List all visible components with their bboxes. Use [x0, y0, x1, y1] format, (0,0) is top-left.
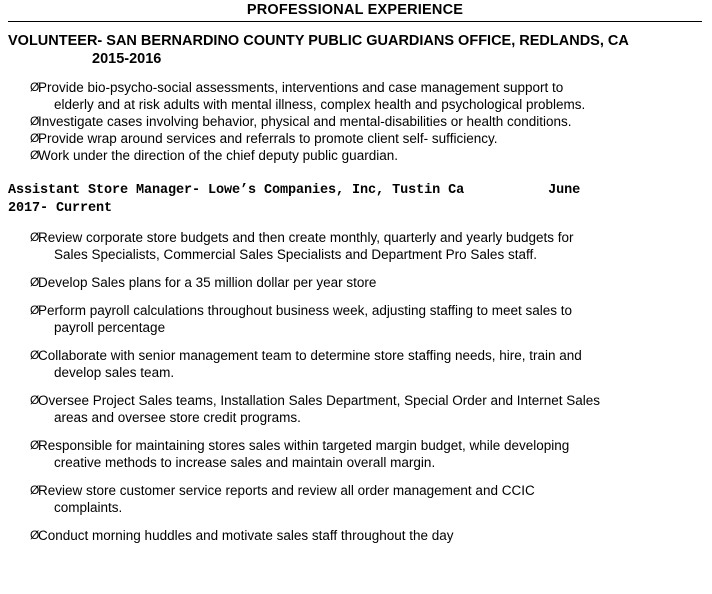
- list-item-text: [38, 79, 702, 113]
- list-item-line-1: Responsible for maintaining stores sales within targeted margin budget, while developing: [38, 438, 570, 453]
- list-item-line-2: payroll percentage: [54, 320, 166, 335]
- list-item: [8, 113, 702, 130]
- list-item-text: [38, 113, 702, 130]
- list-item-line-1: Perform payroll calculations throughout business week, adjusting staffing to meet sales to: [38, 303, 573, 318]
- list-item-text: [38, 274, 702, 291]
- list-item-line-2: complaints.: [54, 500, 123, 515]
- bullet-marker-icon: Ø: [30, 303, 40, 317]
- list-item: [8, 392, 702, 426]
- list-item-text: [38, 347, 702, 381]
- list-item-line-1: Provide bio-psycho-social assessments, interventions and case management support to: [38, 80, 564, 95]
- list-item-text: [38, 437, 702, 471]
- bullet-marker-icon: Ø: [30, 393, 40, 407]
- bullet-list-assistant-store-manager: [8, 229, 702, 544]
- bullet-marker-icon: Ø: [30, 348, 40, 362]
- bullet-marker-icon: Ø: [30, 131, 40, 145]
- list-item-line-2: Sales Specialists, Commercial Sales Specialists and Department Pro Sales staff.: [54, 247, 537, 262]
- list-item: [8, 437, 702, 471]
- list-item-text: [38, 302, 702, 336]
- list-item-text: [38, 147, 702, 164]
- list-item-text: [38, 130, 702, 147]
- list-item-line-1: Investigate cases involving behavior, physical and mental-disabilities or health conditions.: [38, 114, 572, 129]
- job-dates-line-2: 2017- Current: [8, 201, 113, 216]
- bullet-marker-icon: Ø: [30, 483, 40, 497]
- job-title-volunteer: VOLUNTEER- SAN BERNARDINO COUNTY PUBLIC GUARDIANS OFFICE, REDLANDS, CA: [8, 33, 629, 49]
- list-item: [8, 229, 702, 263]
- list-item-line-1: Collaborate with senior management team to determine store staffing needs, hire, train and: [38, 348, 582, 363]
- spacer: [8, 220, 702, 229]
- list-item: [8, 130, 702, 147]
- spacer: [8, 70, 702, 79]
- job-dates-volunteer: 2015-2016: [92, 51, 162, 67]
- list-item-line-1: Conduct morning huddles and motivate sales staff throughout the day: [38, 528, 454, 543]
- list-item: [8, 302, 702, 336]
- list-item-line-2: creative methods to increase sales and maintain overall margin.: [54, 455, 436, 470]
- bullet-marker-icon: Ø: [30, 80, 40, 94]
- job-heading-volunteer: [8, 32, 702, 68]
- bullet-marker-icon: Ø: [30, 438, 40, 452]
- list-item: [8, 79, 702, 113]
- title-divider: [8, 21, 702, 22]
- job-title-assistant-store-manager: Assistant Store Manager- Lowe’s Companies, Inc, Tustin Ca: [8, 183, 465, 198]
- list-item-line-2: elderly and at risk adults with mental illness, complex health and psychological problems.: [54, 97, 586, 112]
- page-title: PROFESSIONAL EXPERIENCE: [246, 2, 464, 18]
- bullet-marker-icon: Ø: [30, 275, 40, 289]
- list-item: [8, 347, 702, 381]
- list-item: [8, 482, 702, 516]
- list-item-line-2: develop sales team.: [54, 365, 175, 380]
- bullet-marker-icon: Ø: [30, 528, 40, 542]
- job-dates-line-1: June: [548, 183, 581, 198]
- list-item-line-2: areas and oversee store credit programs.: [54, 410, 301, 425]
- list-item: [8, 274, 702, 291]
- list-item: [8, 147, 702, 164]
- list-item-line-1: Review corporate store budgets and then create monthly, quarterly and yearly budgets for: [38, 230, 574, 245]
- list-item-text: [38, 482, 702, 516]
- list-item-text: [38, 229, 702, 263]
- bullet-marker-icon: Ø: [30, 114, 40, 128]
- job-entry-assistant-store-manager: [8, 182, 702, 544]
- list-item-line-1: Oversee Project Sales teams, Installation Sales Department, Special Order and Internet Sales: [38, 393, 601, 408]
- list-item-text: [38, 527, 702, 544]
- list-item: [8, 527, 702, 544]
- list-item-line-1: Develop Sales plans for a 35 million dollar per year store: [38, 275, 377, 290]
- job-entry-volunteer: [8, 32, 702, 164]
- list-item-text: [38, 392, 702, 426]
- list-item-line-1: Work under the direction of the chief deputy public guardian.: [38, 148, 398, 163]
- bullet-marker-icon: Ø: [30, 148, 40, 162]
- bullet-marker-icon: Ø: [30, 230, 40, 244]
- job-heading-assistant-store-manager: [8, 182, 702, 218]
- bullet-list-volunteer: [8, 79, 702, 164]
- list-item-line-1: Review store customer service reports and review all order management and CCIC: [38, 483, 535, 498]
- list-item-line-1: Provide wrap around services and referrals to promote client self- sufficiency.: [38, 131, 498, 146]
